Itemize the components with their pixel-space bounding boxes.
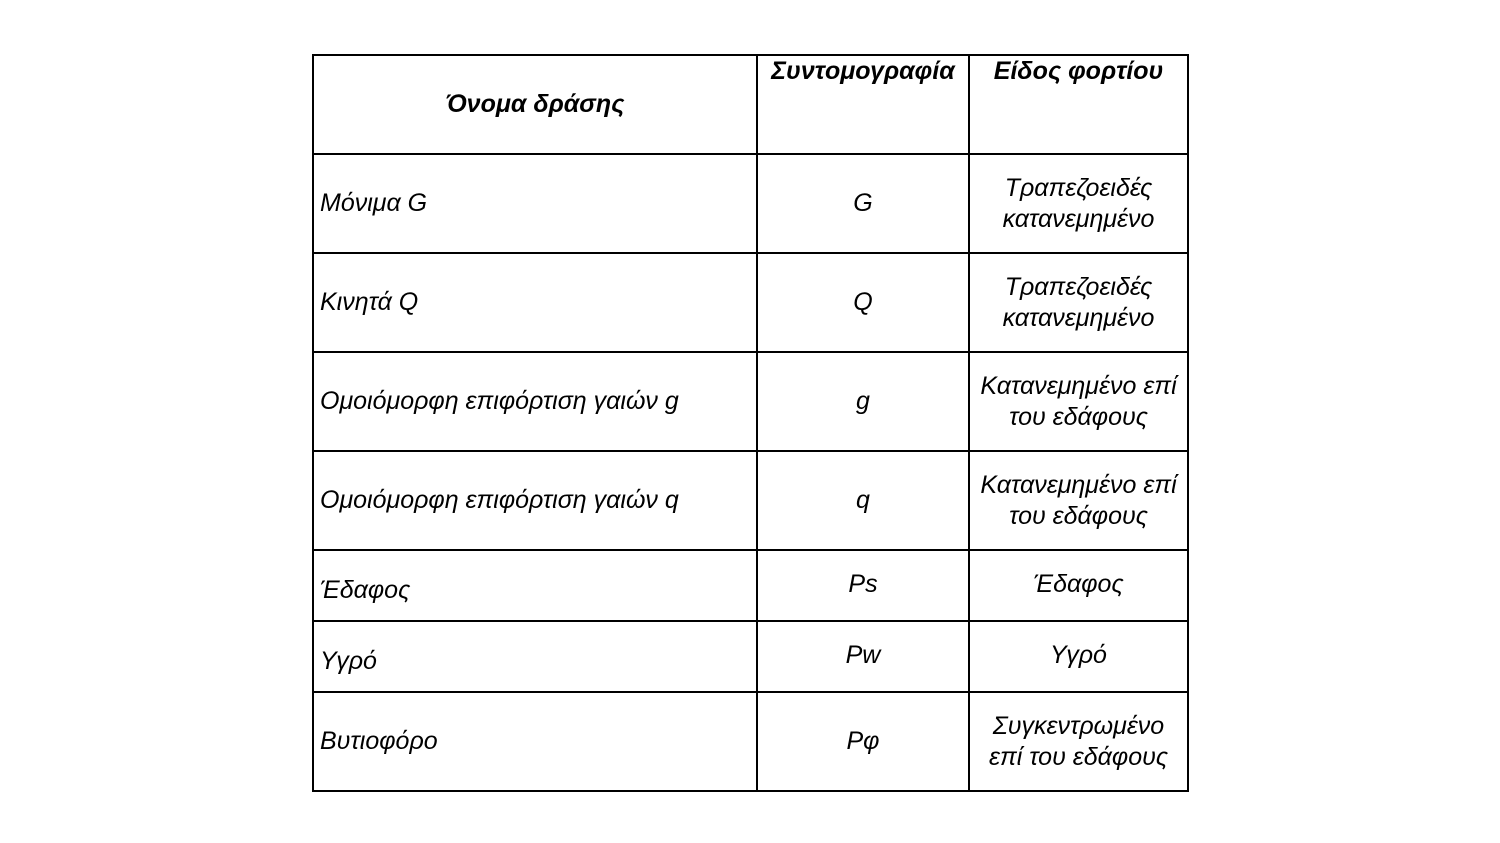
table-row	[313, 451, 1188, 550]
header-load-type: Είδος φορτίου	[969, 55, 1188, 154]
cell-load-type: Τραπεζοειδές κατανεμημένο	[969, 253, 1188, 352]
cell-load-type: Τραπεζοειδές κατανεμημένο	[969, 154, 1188, 253]
cell-action-name: Βυτιοφόρο	[313, 692, 757, 791]
cell-load-type: Συγκεντρωμένο επί του εδάφους	[969, 692, 1188, 791]
cell-action-name: Κινητά Q	[313, 253, 757, 352]
cell-abbreviation: Q	[757, 253, 969, 352]
cell-abbreviation: Pw	[757, 621, 969, 692]
loads-table	[312, 54, 1189, 792]
cell-load-type: Υγρό	[969, 621, 1188, 692]
cell-load-type: Κατανεμημένο επί του εδάφους	[969, 451, 1188, 550]
header-abbreviation: Συντομογραφία	[757, 55, 969, 154]
cell-action-name: Έδαφος	[313, 550, 757, 621]
cell-action-name: Ομοιόμορφη επιφόρτιση γαιών q	[313, 451, 757, 550]
table-row	[313, 621, 1188, 692]
cell-abbreviation: q	[757, 451, 969, 550]
table-row	[313, 253, 1188, 352]
cell-action-name: Υγρό	[313, 621, 757, 692]
cell-action-name: Μόνιμα G	[313, 154, 757, 253]
cell-action-name: Ομοιόμορφη επιφόρτιση γαιών g	[313, 352, 757, 451]
header-action-name: Όνομα δράσης	[313, 55, 757, 154]
cell-abbreviation: Pφ	[757, 692, 969, 791]
table-row	[313, 352, 1188, 451]
table-row	[313, 692, 1188, 791]
header-row	[313, 55, 1188, 154]
cell-load-type: Έδαφος	[969, 550, 1188, 621]
cell-abbreviation: g	[757, 352, 969, 451]
cell-abbreviation: Ps	[757, 550, 969, 621]
cell-load-type: Κατανεμημένο επί του εδάφους	[969, 352, 1188, 451]
cell-abbreviation: G	[757, 154, 969, 253]
table-row	[313, 154, 1188, 253]
table-row	[313, 550, 1188, 621]
